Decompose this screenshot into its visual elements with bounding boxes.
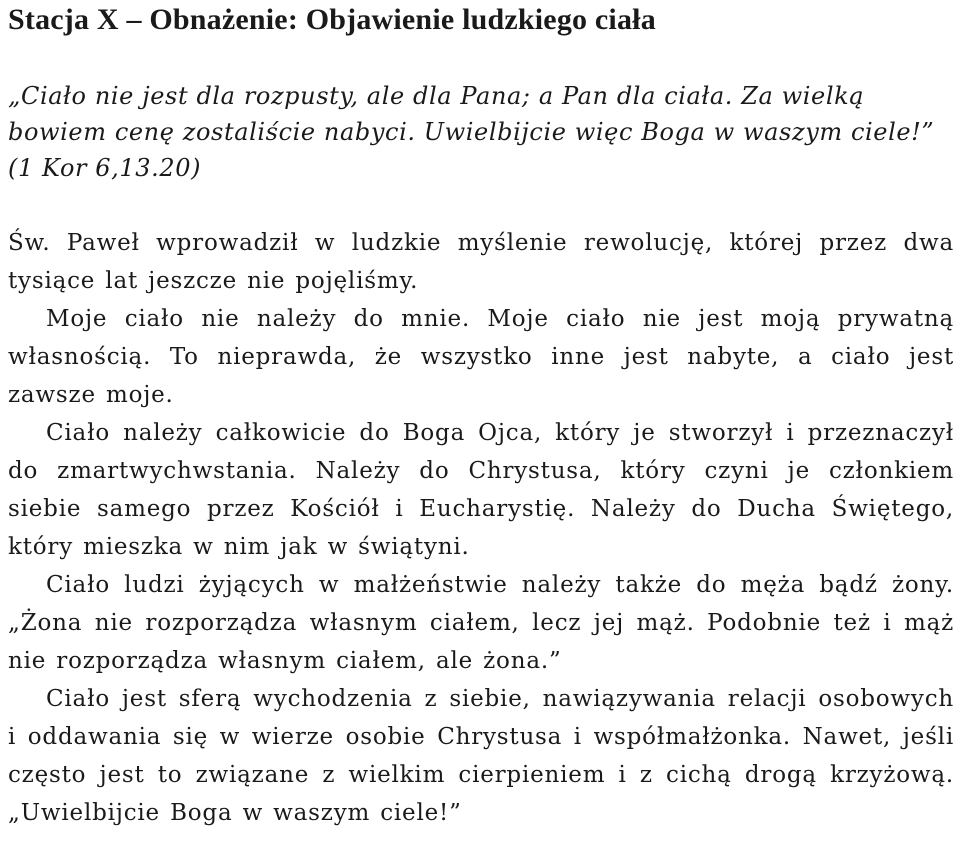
document-page [8, 0, 954, 832]
paragraph-marriage: Ciało ludzi żyjących w małżeństwie należy także do męża bądź żony. „Żona nie rozporządza własnym ciałem, lecz jej mąż. Podobnie też i mąż nie rozporządza własnym ciałem, ale żona.” [8, 572, 954, 674]
scripture-quote: „Ciało nie jest dla rozpusty, ale dla Pana; a Pan dla ciała. Za wielką bowiem cenę zostaliście nabyci. Uwielbijcie więc Boga w waszym ciele!” (1 Kor 6,13.20) [8, 82, 935, 182]
paragraph-body-ownership: Moje ciało nie należy do mnie. Moje ciało nie jest moją prywatną własnością. To nieprawda, że wszystko inne jest nabyte, a ciało jest zawsze moje. [8, 306, 954, 408]
paragraph-intro: Św. Paweł wprowadził w ludzkie myślenie rewolucję, której przez dwa tysiące lat jeszcze nie pojęliśmy. [8, 230, 954, 294]
body-text [8, 224, 954, 832]
paragraph-self-giving: Ciało jest sferą wychodzenia z siebie, nawiązywania relacji osobowych i oddawania się w wierze osobie Chrystusa i współmałżonka. Nawet, jeśli często jest to związane z wielkim cierpieniem i z cichą drogą krzyżową. „Uwielbijcie Boga w waszym ciele!” [8, 686, 954, 826]
paragraph-trinity: Ciało należy całkowicie do Boga Ojca, który je stworzył i przeznaczył do zmartwychwstania. Należy do Chrystusa, który czyni je członkiem siebie samego przez Kościół i Eucharystię. Należy do Ducha Świętego, który mieszka w nim jak w świątyni. [8, 420, 954, 560]
station-title: Stacja X – Obnażenie: Objawienie ludzkiego ciała [8, 3, 656, 36]
